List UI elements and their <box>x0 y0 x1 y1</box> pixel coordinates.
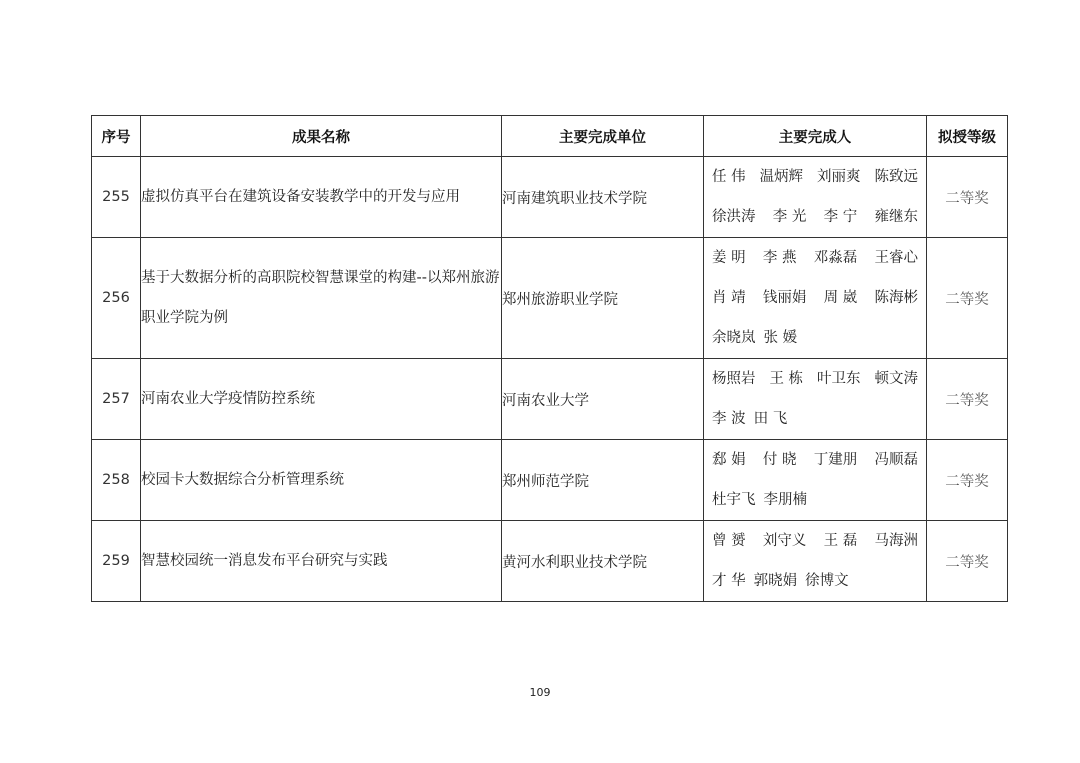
cell-serial: 257 <box>92 359 141 440</box>
person-name: 曾 赟 <box>712 533 746 549</box>
cell-award-level: 二等奖 <box>927 521 1008 602</box>
person-name: 钱丽娟 <box>762 290 807 306</box>
person-name: 杨照岩 <box>712 371 756 387</box>
person-name: 张 媛 <box>763 330 798 346</box>
person-name: 陈海彬 <box>874 290 918 306</box>
person-name: 姜 明 <box>712 250 746 266</box>
person-name: 王 栋 <box>769 371 804 387</box>
cell-serial: 256 <box>92 238 141 359</box>
cell-main-unit: 河南建筑职业技术学院 <box>502 157 704 238</box>
cell-serial: 259 <box>92 521 141 602</box>
header-award-level: 拟授等级 <box>927 116 1008 157</box>
cell-achievement-name: 校园卡大数据综合分析管理系统 <box>141 440 502 521</box>
people-line <box>712 521 918 561</box>
person-name: 叶卫东 <box>817 371 861 387</box>
person-name: 温炳辉 <box>759 169 804 185</box>
person-name: 雍继东 <box>874 209 918 225</box>
person-name: 陈致远 <box>874 169 918 185</box>
person-name: 王 磊 <box>823 533 858 549</box>
people-line <box>712 278 918 318</box>
person-name: 才 华 <box>712 573 746 589</box>
person-name: 任 伟 <box>712 169 746 185</box>
people-list <box>704 359 926 439</box>
person-name: 李朋楠 <box>763 492 807 508</box>
person-name: 杜宇飞 <box>712 492 756 508</box>
person-name: 王睿心 <box>874 250 918 266</box>
header-achievement-name: 成果名称 <box>141 116 502 157</box>
person-name: 郄 娟 <box>712 452 746 468</box>
person-name: 顿文涛 <box>874 371 918 387</box>
person-name: 李 光 <box>772 209 807 225</box>
person-name: 李 燕 <box>762 250 797 266</box>
cell-main-unit: 郑州旅游职业学院 <box>502 238 704 359</box>
people-line <box>712 440 918 480</box>
page-number: 109 <box>529 686 551 699</box>
person-name: 刘丽爽 <box>817 169 861 185</box>
cell-main-people <box>704 157 927 238</box>
people-list <box>704 440 926 520</box>
header-main-people: 主要完成人 <box>704 116 927 157</box>
people-line <box>712 399 918 439</box>
person-name: 李 波 <box>712 411 746 427</box>
cell-main-unit: 河南农业大学 <box>502 359 704 440</box>
person-name: 马海洲 <box>874 533 918 549</box>
people-list <box>704 157 926 237</box>
person-name: 丁建朋 <box>813 452 858 468</box>
cell-main-people <box>704 238 927 359</box>
people-list <box>704 238 926 358</box>
header-main-unit: 主要完成单位 <box>502 116 704 157</box>
cell-main-unit: 郑州师范学院 <box>502 440 704 521</box>
cell-achievement-name: 基于大数据分析的高职院校智慧课堂的构建--以郑州旅游职业学院为例 <box>141 238 502 359</box>
table-header-row <box>92 116 1008 157</box>
cell-main-unit: 黄河水利职业技术学院 <box>502 521 704 602</box>
table-row <box>92 238 1008 359</box>
table-row <box>92 157 1008 238</box>
person-name: 付 晓 <box>762 452 797 468</box>
cell-award-level: 二等奖 <box>927 359 1008 440</box>
people-line <box>712 197 918 237</box>
person-name: 周 崴 <box>823 290 858 306</box>
people-line <box>712 318 918 358</box>
cell-award-level: 二等奖 <box>927 157 1008 238</box>
header-serial: 序号 <box>92 116 141 157</box>
person-name: 邓淼磊 <box>813 250 858 266</box>
person-name: 刘守义 <box>762 533 807 549</box>
person-name: 田 飞 <box>753 411 788 427</box>
cell-achievement-name: 智慧校园统一消息发布平台研究与实践 <box>141 521 502 602</box>
table-row <box>92 521 1008 602</box>
cell-main-people <box>704 521 927 602</box>
person-name: 徐洪涛 <box>712 209 756 225</box>
people-line <box>712 157 918 197</box>
cell-award-level: 二等奖 <box>927 440 1008 521</box>
person-name: 肖 靖 <box>712 290 746 306</box>
cell-main-people <box>704 359 927 440</box>
people-line <box>712 480 918 520</box>
person-name: 冯顺磊 <box>874 452 918 468</box>
cell-main-people <box>704 440 927 521</box>
people-line <box>712 561 918 601</box>
people-line <box>712 238 918 278</box>
cell-serial: 258 <box>92 440 141 521</box>
person-name: 郭晓娟 <box>753 573 798 589</box>
person-name: 徐博文 <box>805 573 849 589</box>
cell-achievement-name: 虚拟仿真平台在建筑设备安装教学中的开发与应用 <box>141 157 502 238</box>
table-row <box>92 359 1008 440</box>
cell-achievement-name: 河南农业大学疫情防控系统 <box>141 359 502 440</box>
table-row <box>92 440 1008 521</box>
person-name: 余晓岚 <box>712 330 756 346</box>
cell-serial: 255 <box>92 157 141 238</box>
people-list <box>704 521 926 601</box>
results-table <box>91 115 1008 602</box>
people-line <box>712 359 918 399</box>
person-name: 李 宁 <box>823 209 858 225</box>
cell-award-level: 二等奖 <box>927 238 1008 359</box>
